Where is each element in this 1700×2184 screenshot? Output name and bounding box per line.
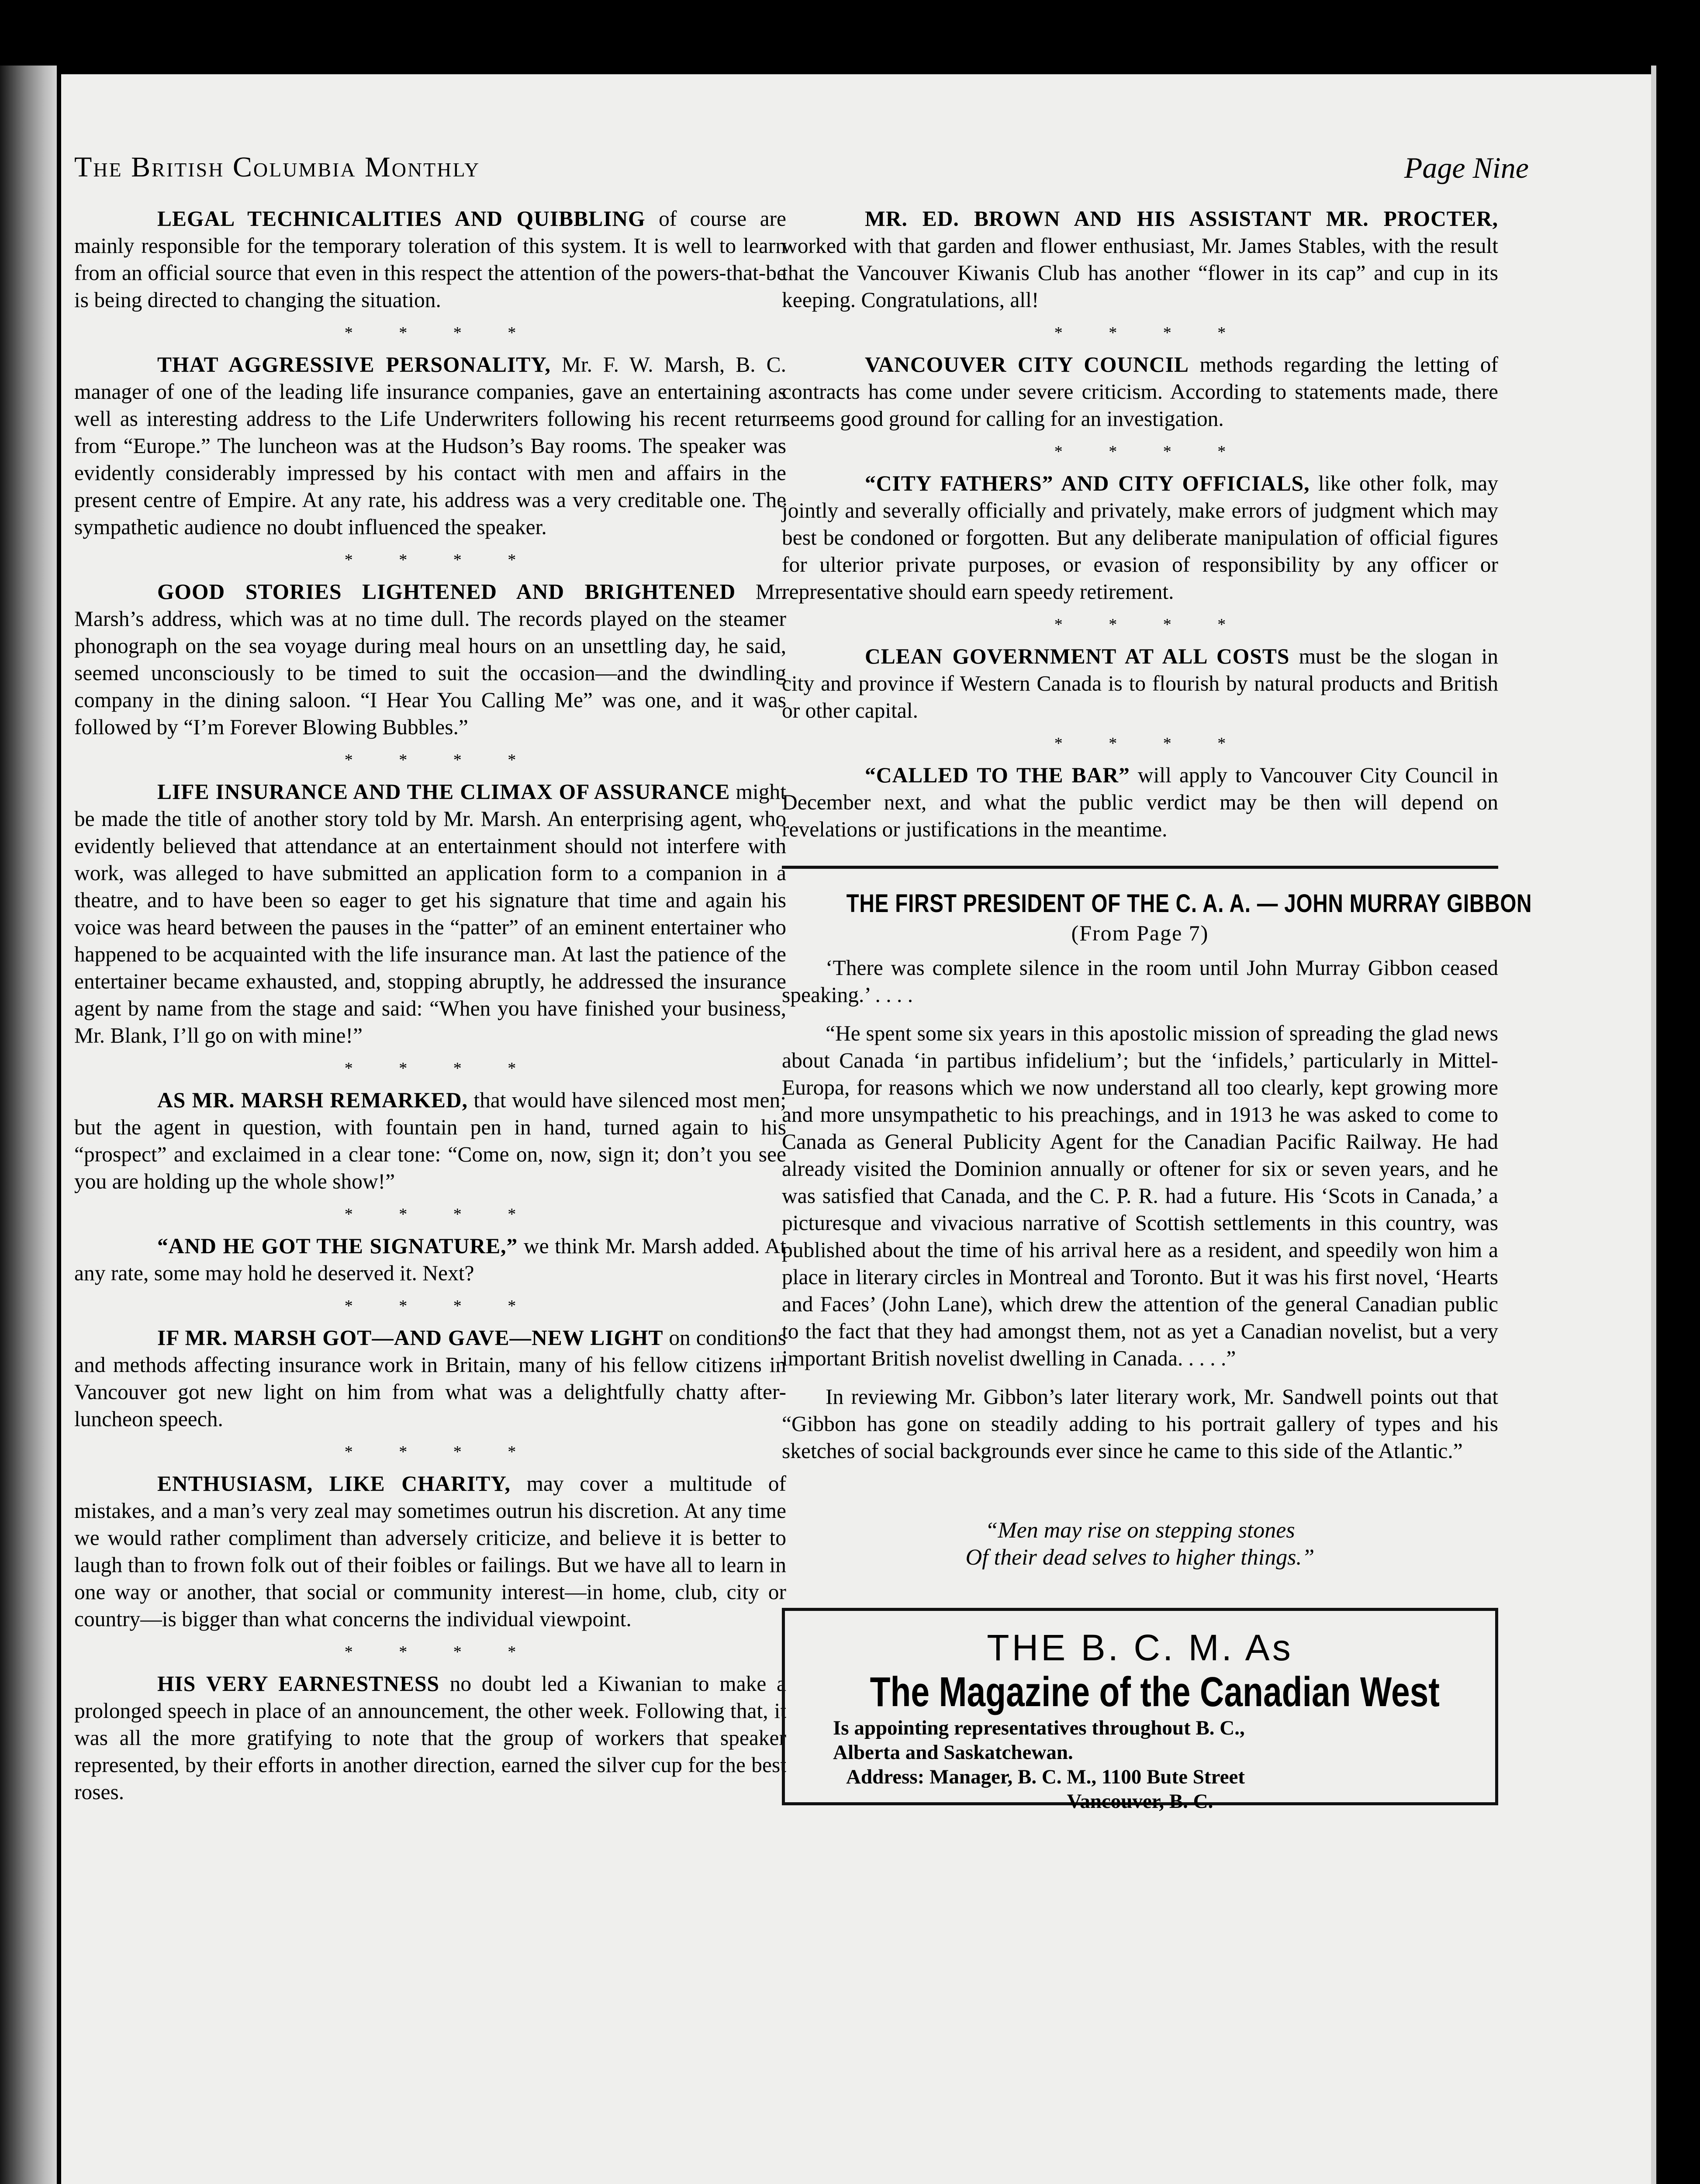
article-source: (From Page 7) — [1071, 921, 1209, 945]
paragraph: AS MR. MARSH REMARKED, that would have silenced most men; but the agent in question, with fountain pen in hand, turned again to his “prospect” and exclaimed in a clear tone: “Come on, now, sign it; don’t you see you are holding up the whole show!” — [74, 1088, 786, 1193]
article-paragraph: “He spent some six years in this apostolic mission of spreading the glad news about Canada ‘in partibus infidelium’; but the ‘infidels,’ particularly in Mittel-Europa, for reasons which we now understand all too clearly, kept growing more and more unsympathetic to his preachings, and in 1913 he was asked to come to Canada as General Publicity Agent for the Canadian Pacific Railway. He had already visited the Dominion annually or oftener for six or seven years, and he was satisfied that Canada, and the C. P. R. had a future. His ‘Scots in Canada,’ a picturesque and vivacious narrative of Scottish settlements in this country, was published about the time of his arrival here as a resident, and speedily won him a place in literary circles in Montreal and Toronto. But it was his first novel, ‘Hearts and Faces’ (John Lane), which drew the attention of the general Canadian public to the fact that they had amongst them, not as yet a Canadian novelist, but a very important British novelist dwelling in Canada. . . . .” — [782, 1021, 1498, 1370]
quote-line: Of their dead selves to higher things.” — [965, 1545, 1315, 1570]
separator: * * * * — [1054, 324, 1247, 342]
article-title: THE FIRST PRESIDENT OF THE C. A. A. — JOHN MURRAY GIBBON — [846, 889, 1532, 918]
page-right-edge — [1651, 66, 1656, 2184]
ad-headline: THE B. C. M. As — [987, 1627, 1293, 1668]
paragraph: HIS VERY EARNESTNESS no doubt led a Kiwanian to make a prolonged speech in place of an announcement, the other week. Following that, it was all the more gratifying to note that the group of workers that speaker represented, by their efforts in another direction, earned the silver cup for the best roses. — [74, 1672, 786, 1804]
article-paragraph: In reviewing Mr. Gibbon’s later literary work, Mr. Sandwell points out that “Gibbon has gone on steadily adding to his portrait gallery of types and his sketches of social backgrounds ever since he came to this side of the Atlantic.” — [782, 1385, 1498, 1463]
paragraph: LEGAL TECHNICALITIES AND QUIBBLING of course are mainly responsible for the temporary toleration of this system. It is well to learn from an official source that even in this respect the attention of the powers-that-be is being directed to changing the situation. — [74, 207, 786, 312]
article-paragraph: ‘There was complete silence in the room until John Murray Gibbon ceased speaking.’ . . . . — [782, 956, 1498, 1007]
paragraph: IF MR. MARSH GOT—AND GAVE—NEW LIGHT on conditions and methods affecting insurance work in Britain, many of his fellow citizens in Vancouver got new light on him from what was a delightfully chatty after-luncheon speech. — [74, 1326, 786, 1431]
paragraph: GOOD STORIES LIGHTENED AND BRIGHTENED Mr. Marsh’s address, which was at no time dull. The records played on the steamer phonograph on the sea voyage during meal hours on an unsettling day, he said, seemed unconsciously to be timed to suit the occasion—and the dwindling company in the dining saloon. “I Hear You Calling Me” was one, and it was followed by “I’m Forever Blowing Bubbles.” — [74, 580, 786, 739]
quote-line: “Men may rise on stepping stones — [985, 1518, 1295, 1543]
ad-text: Alberta and Saskatchewan. — [833, 1741, 1073, 1764]
page-header — [74, 151, 1529, 199]
section-rule — [782, 866, 1498, 869]
paragraph: LIFE INSURANCE AND THE CLIMAX OF ASSURANCE might be made the title of another story told by Mr. Marsh. An enterprising agent, who evidently believed that attendance at an entertainment should not interfere with work, was alleged to have submitted an application form to a companion in a theatre, and to have been so eager to get his signature that time and again his voice was heard between the pauses in the “patter” of an eminent entertainer who happened to be acquainted with the life insurance man. At last the patience of the entertainer became exhausted, and, stopping abruptly, he addressed the insurance agent by name from the stage and said: “When you have finished your business, Mr. Blank, I’ll go on with mine!” — [74, 780, 786, 1047]
advertisement-box — [782, 1608, 1498, 1813]
closing-quote — [782, 1517, 1498, 1571]
right-column — [782, 205, 1532, 1813]
ad-address: Address: Manager, B. C. M., 1100 Bute Street — [846, 1766, 1245, 1788]
page-number: Page Nine — [1404, 151, 1529, 184]
paragraph: VANCOUVER CITY COUNCIL methods regarding the letting of contracts has come under severe criticism. According to statements made, there seems good ground for calling for an investigation. — [782, 352, 1498, 431]
separator: * * * * — [344, 1059, 537, 1078]
paragraph: CLEAN GOVERNMENT AT ALL COSTS must be the slogan in city and province if Western Canada is to flourish by natural products and British or other capital. — [782, 644, 1499, 722]
publication-title: The British Columbia Monthly — [74, 151, 480, 183]
separator: * * * * — [344, 1443, 537, 1461]
separator: * * * * — [344, 324, 537, 342]
separator: * * * * — [344, 551, 537, 569]
separator: * * * * — [344, 751, 537, 769]
paragraph: “AND HE GOT THE SIGNATURE,” we think Mr. Marsh added. At any rate, some may hold he deserved it. Next? — [74, 1234, 787, 1285]
ad-subheadline: The Magazine of the Canadian West — [870, 1669, 1440, 1715]
separator: * * * * — [1054, 442, 1247, 461]
separator: * * * * — [344, 1205, 537, 1223]
ad-text: Is appointing representatives throughout B. C., — [833, 1717, 1245, 1739]
paragraph: ENTHUSIASM, LIKE CHARITY, may cover a multitude of mistakes, and a man’s very zeal may sometimes outrun his discretion. At any time we would rather compliment than adversely criticize, and believe it is better to laugh than to frown folk out of their foibles or failings. But we have all to learn in one way or another, that social or community interest—in home, club, city or country—is bigger than what concerns the individual viewpoint. — [74, 1472, 786, 1631]
paragraph: “CITY FATHERS” AND CITY OFFICIALS, like other folk, may jointly and severally officially and privately, make errors of judgment which may best be condoned or forgotten. But any deliberate manipulation of official figures for ulterior private purposes, or evasion of responsibility by any officer or representative should earn speedy retirement. — [782, 471, 1498, 604]
ad-city: Vancouver, B. C. — [1067, 1790, 1213, 1813]
left-column — [74, 205, 786, 1806]
separator: * * * * — [344, 1297, 537, 1315]
separator: * * * * — [344, 1643, 537, 1661]
paragraph: THAT AGGRESSIVE PERSONALITY, Mr. F. W. Marsh, B. C. manager of one of the leading life insurance companies, gave an entertaining as well as interesting address to the Life Underwriters following his recent return from “Europe.” The luncheon was at the Hudson’s Bay rooms. The speaker was evidently considerably impressed by his contact with men and affairs in the present centre of Empire. At any rate, his address was a very creditable one. The sympathetic audience no doubt influenced the speaker. — [74, 352, 786, 539]
paragraph: MR. ED. BROWN AND HIS ASSISTANT MR. PROCTER, worked with that garden and flower enthusiast, Mr. James Stables, with the result that the Vancouver Kiwanis Club has another “flower in its cap” and cup in its keeping. Congratulations, all! — [782, 207, 1498, 312]
separator: * * * * — [1054, 615, 1247, 634]
separator: * * * * — [1054, 734, 1247, 753]
paragraph: “CALLED TO THE BAR” will apply to Vancouver City Council in December next, and what the public verdict may be then will depend on revelations or justifications in the meantime. — [782, 763, 1498, 841]
adjacent-page-edge — [0, 66, 57, 2184]
